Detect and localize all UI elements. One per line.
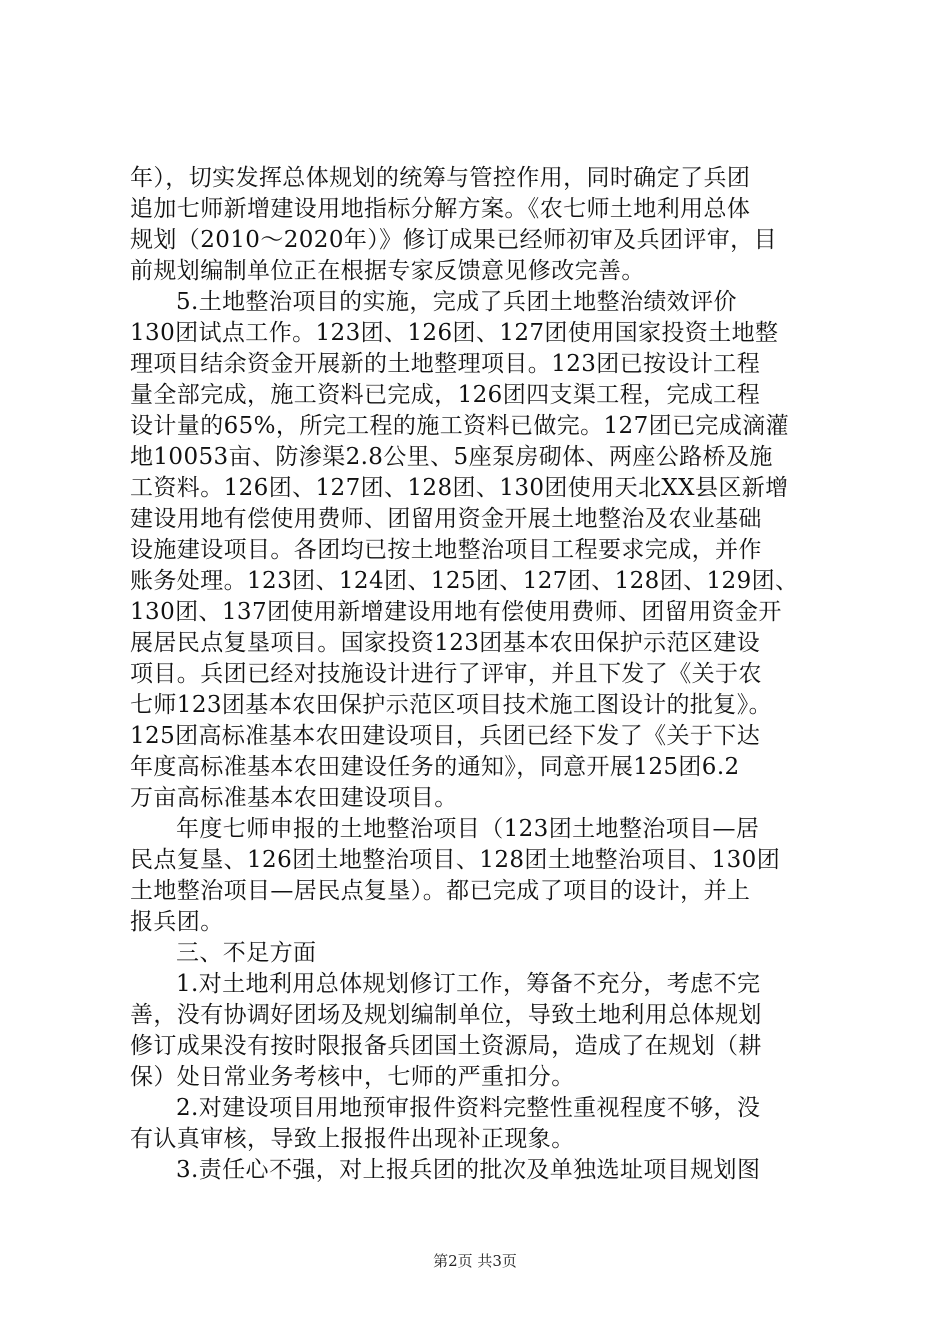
text-line: 万亩高标准基本农田建设项目。 (130, 785, 458, 811)
text-line: 130团试点工作。123团、126团、127团使用国家投资土地整 (130, 320, 779, 346)
text-line: 前规划编制单位正在根据专家反馈意见修改完善。 (130, 258, 645, 284)
page-number: 第2页 共3页 (433, 1252, 517, 1270)
text-line: 5.土地整治项目的实施，完成了兵团土地整治绩效评价 (176, 289, 737, 315)
text-line: 善，没有协调好团场及规划编制单位，导致土地利用总体规划 (130, 1002, 762, 1028)
text-line: 年），切实发挥总体规划的统筹与管控作用，同时确定了兵团 (130, 165, 751, 191)
text-line: 报兵团。 (130, 909, 224, 935)
text-line: 账务处理。123团、124团、125团、127团、128团、129团、 (130, 568, 799, 594)
text-line: 130团、137团使用新增建设用地有偿使用费师、团留用资金开 (130, 599, 782, 625)
text-line: 土地整治项目—居民点复垦）。都已完成了项目的设计，并上 (130, 878, 751, 904)
text-line: 地10053亩、防渗渠2.8公里、5座泵房砌体、两座公路桥及施 (130, 444, 773, 470)
text-line: 建设用地有偿使用费师、团留用资金开展土地整治及农业基础 (130, 506, 762, 532)
text-line: 3.责任心不强，对上报兵团的批次及单独选址项目规划图 (176, 1157, 761, 1183)
text-line: 项目。兵团已经对技施设计进行了评审，并且下发了《关于农 (130, 661, 762, 687)
text-line: 修订成果没有按时限报备兵团国土资源局，造成了在规划（耕 (130, 1033, 762, 1059)
text-line: 125团高标准基本农田建设项目，兵团已经下发了《关于下达 (130, 723, 761, 749)
text-line: 量全部完成，施工资料已完成，126团四支渠工程，完成工程 (130, 382, 761, 408)
text-line: 追加七师新增建设用地指标分解方案。《农七师土地利用总体 (130, 196, 751, 222)
text-line: 年度七师申报的土地整治项目（123团土地整治项目—居 (176, 816, 760, 842)
text-line: 民点复垦、126团土地整治项目、128团土地整治项目、130团 (130, 847, 781, 873)
text-line: 规划（2010～2020年）》修订成果已经师初审及兵团评审，目 (130, 227, 777, 253)
section-heading: 三、不足方面 (176, 940, 317, 966)
text-line: 1.对土地利用总体规划修订工作，筹备不充分，考虑不完 (176, 971, 761, 997)
text-line: 七师123团基本农田保护示范区项目技术施工图设计的批复》。 (130, 692, 772, 718)
document-body (130, 163, 830, 1186)
text-line: 设施建设项目。各团均已按土地整治项目工程要求完成，并作 (130, 537, 762, 563)
text-line: 设计量的65%，所完工程的施工资料已做完。127团已完成滴灌 (130, 413, 790, 439)
text-line: 年度高标准基本农田建设任务的通知》，同意开展125团6.2 (130, 754, 740, 780)
text-line: 工资料。126团、127团、128团、130团使用天北XX县区新增 (130, 475, 789, 501)
text-line: 有认真审核，导致上报报件出现补正现象。 (130, 1126, 575, 1152)
text-line: 2.对建设项目用地预审报件资料完整性重视程度不够，没 (176, 1095, 761, 1121)
text-line: 展居民点复垦项目。国家投资123团基本农田保护示范区建设 (130, 630, 761, 656)
text-line: 保）处日常业务考核中，七师的严重扣分。 (130, 1064, 575, 1090)
text-line: 理项目结余资金开展新的土地整理项目。123团已按设计工程 (130, 351, 761, 377)
